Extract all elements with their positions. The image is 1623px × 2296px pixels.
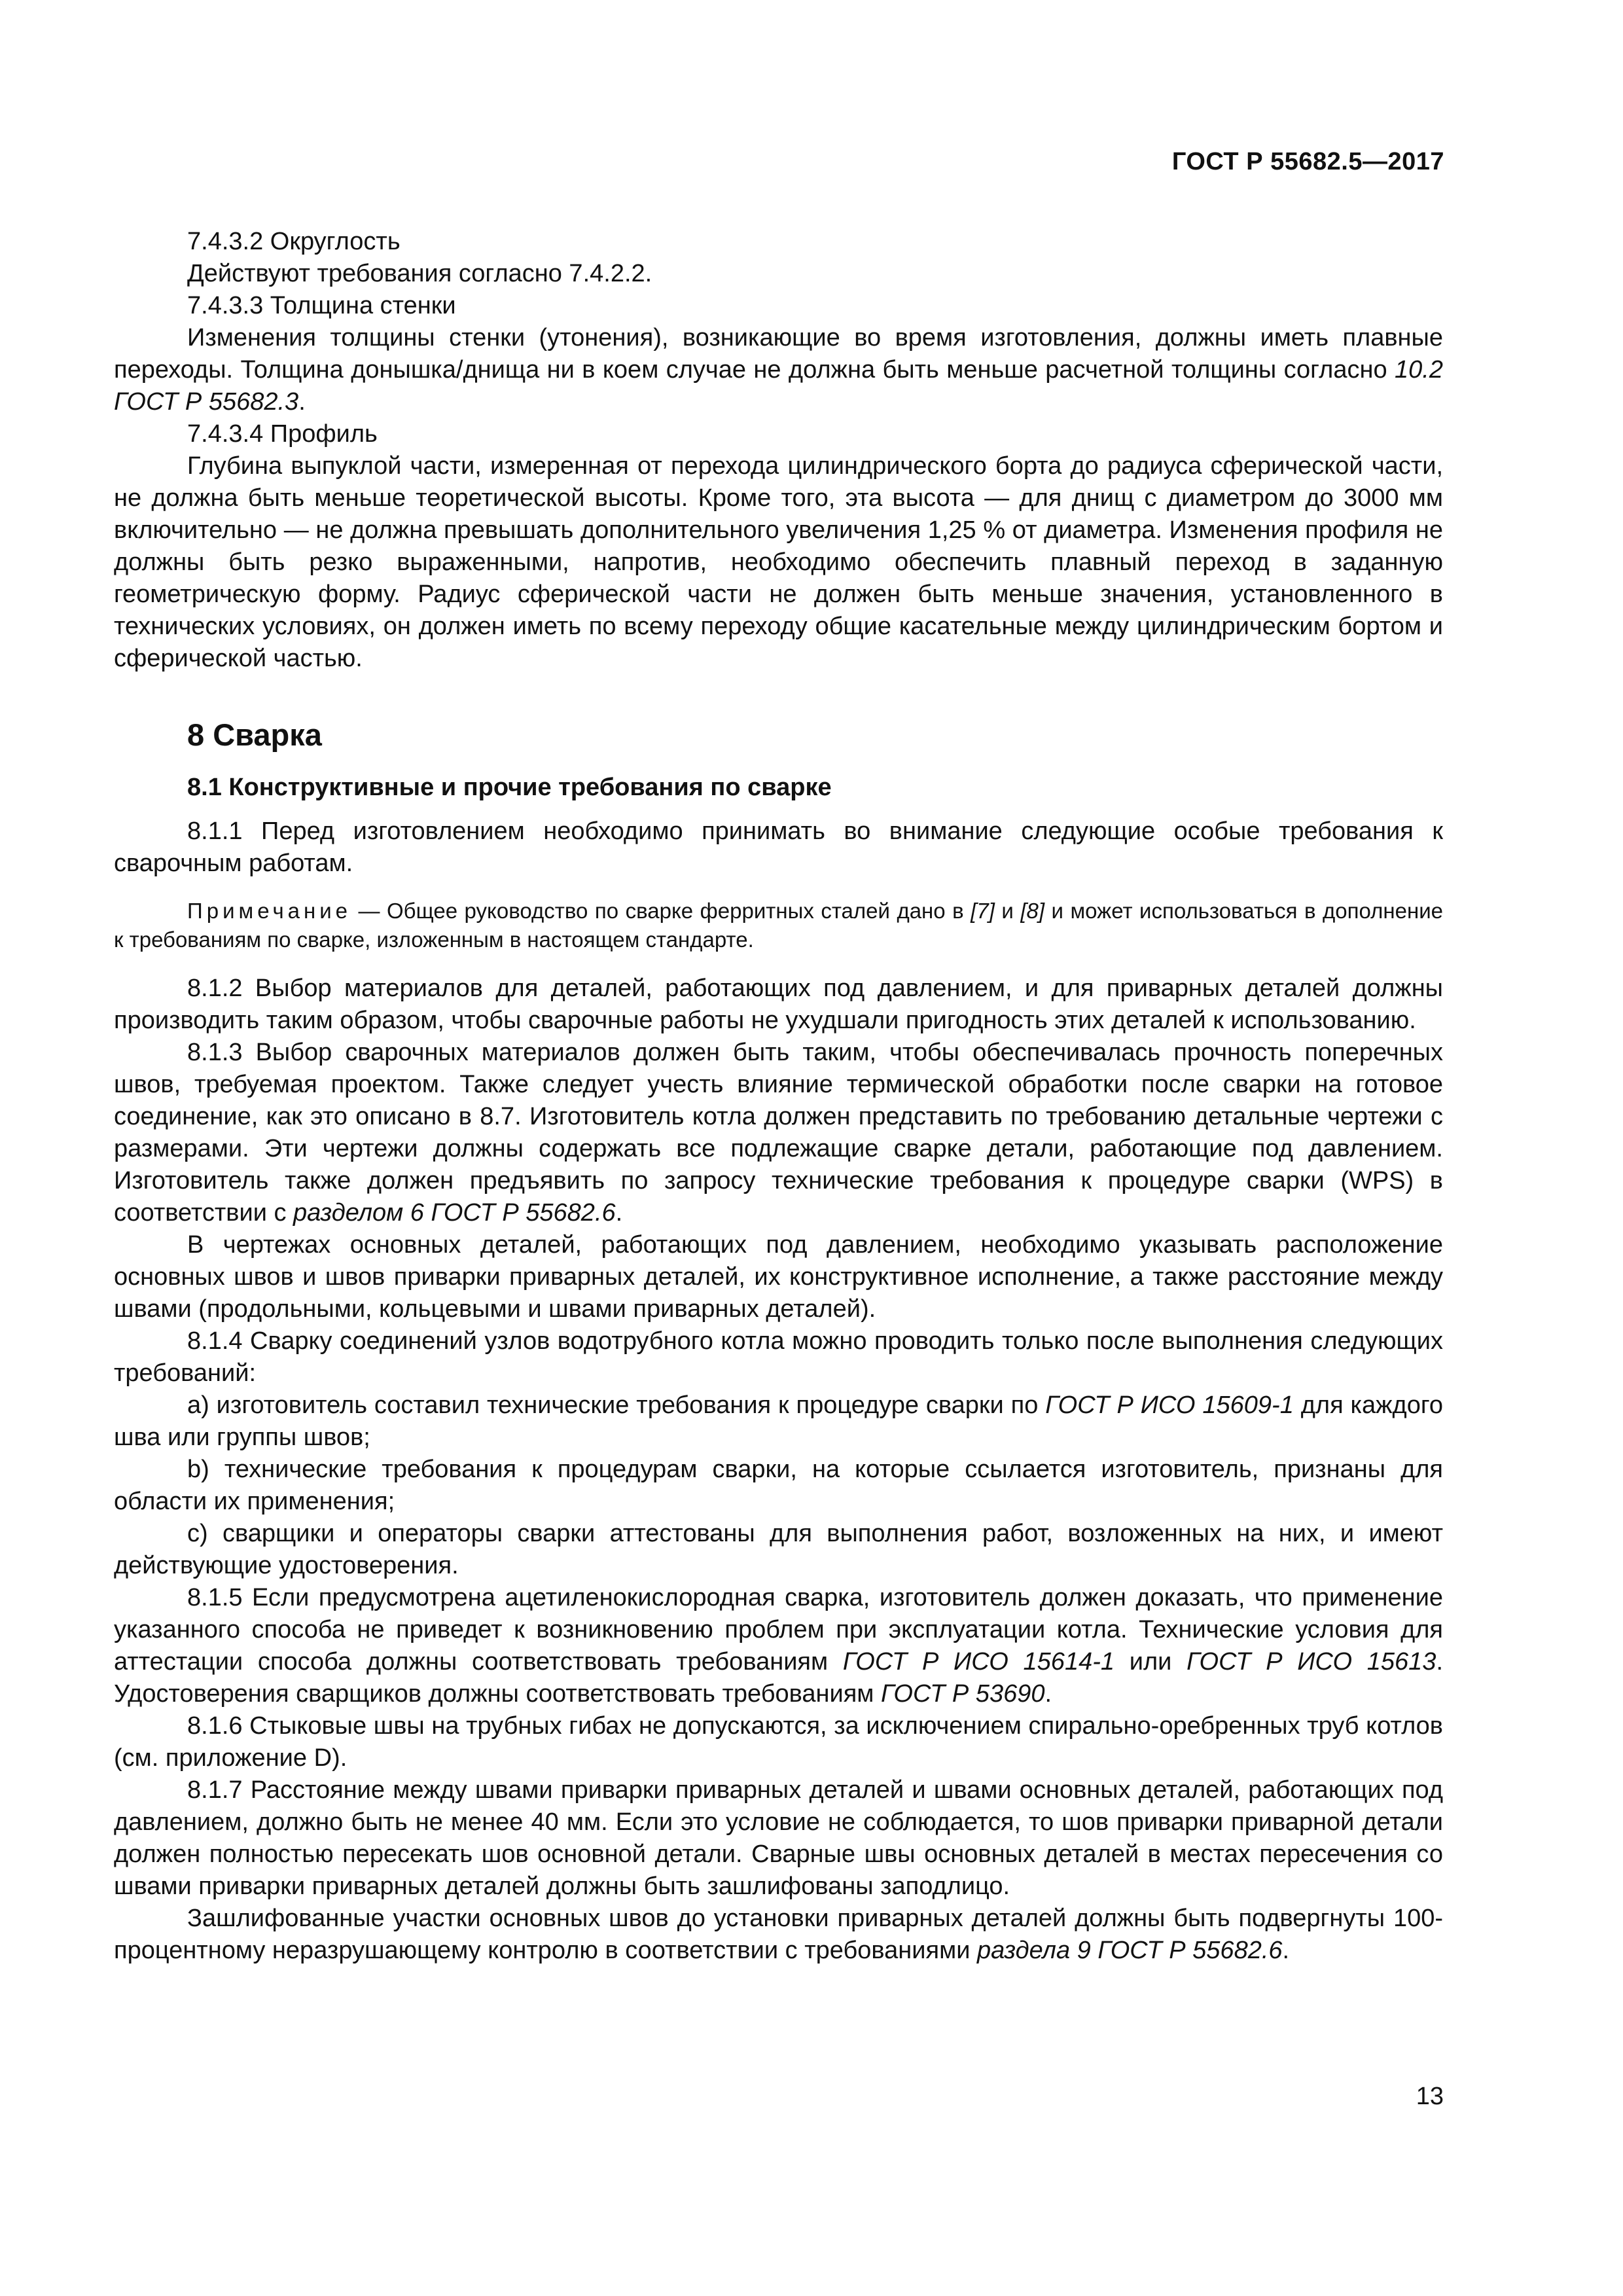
clause-7-4-3-3-body: Изменения толщины стенки (утонения), возникающие во время изготовления, должны иметь плавные переходы. Толщина донышка/днища ни в коем случае не должна быть меньше расчетной толщины согласно: [114, 324, 1443, 384]
clause-8-1-3-body: 8.1.3 Выбор сварочных материалов должен быть таким, чтобы обеспечивалась прочность поперечных швов, требуемая проектом. Также следует учесть влияние термической обработки после сварки на готовое соединение, как это описано в 8.7. Изготовитель котла должен представить по требованию детальные чертежи с размерами. Эти чертежи должны содержать все подлежащие сварке детали, работающие под давлением. Изготовитель также должен предъявить по запросу технические требования к процедуре сварки (WPS) в соответствии с: [114, 1039, 1443, 1227]
clause-7-4-3-3-reference: 10.2 ГОСТ Р 55682.3: [114, 356, 1443, 416]
clause-8-1-5-reference-1: ГОСТ Р ИСО 15614-1: [842, 1648, 1115, 1676]
ground-areas-body: Зашлифованные участки основных швов до установки приварных деталей должны быть подвергнуты 100-процентному неразрушающему контролю в соответствии с требованиями: [114, 1905, 1443, 1964]
clause-8-1-6: 8.1.6 Стыковые швы на трубных гибах не допускаются, за исключением спирально-оребренных труб котлов (см. приложение D).: [114, 1712, 1443, 1772]
note-text-3: и может использоваться в дополнение к требованиям по сварке, изложенным в настоящем стандарте.: [114, 899, 1443, 952]
clause-8-1-5-body-1: 8.1.5 Если предусмотрена ацетиленокислородная сварка, изготовитель должен доказать, что применение указанного способа не приведет к возникновению проблем при эксплуатации котла. Технические условия для аттестации способа должны соответствовать требованиям: [114, 1584, 1443, 1676]
document-body: [114, 226, 1443, 1967]
drawings-paragraph: В чертежах основных деталей, работающих под давлением, необходимо указывать расположение основных швов и швов приварки приварных деталей, их конструктивное исполнение, а также расстояние между швами (продольными, кольцевыми и швами приварных деталей).: [114, 1231, 1443, 1323]
page-number: 13: [1416, 2083, 1444, 2110]
note-reference-7: [7]: [971, 899, 995, 923]
list-item-c: с) сварщики и операторы сварки аттестованы для выполнения работ, возложенных на них, и имеют действующие удостоверения.: [114, 1520, 1443, 1579]
clause-7-4-3-3-text: [114, 322, 1443, 418]
clause-7-4-3-4-text: Глубина выпуклой части, измеренная от перехода цилиндрического борта до радиуса сферической части, не должна быть меньше теоретической высоты. Кроме того, эта высота — для днищ с диаметром до 3000 мм включительно — не должна превышать дополнительного увеличения 1,25 % от диаметра. Изменения профиля не должны быть резко выраженными, напротив, необходимо обеспечить плавный переход в заданную геометрическую форму. Радиус сферической части не должен быть меньше значения, установленного в технических условиях, он должен иметь по всему переходу общие касательные между цилиндрическим бортом и сферической частью.: [114, 452, 1443, 672]
clause-8-1-3-end: .: [615, 1199, 623, 1227]
clause-8-1-5-reference-3: ГОСТ Р 53690: [880, 1680, 1045, 1708]
clause-8-1-3-reference: разделом 6 ГОСТ Р 55682.6: [293, 1199, 616, 1227]
clause-8-1-5-body-3: . Удостоверения сварщиков должны соответствовать требованиям: [114, 1648, 1444, 1708]
clause-7-4-3-3-end: .: [298, 388, 306, 416]
clause-8-1-4: 8.1.4 Сварку соединений узлов водотрубного котла можно проводить только после выполнения следующих требований:: [114, 1327, 1443, 1387]
section-8-heading: 8 Сварка: [187, 717, 322, 752]
list-item-a-body: а) изготовитель составил технические требования к процедуре сварки по: [187, 1391, 1046, 1419]
clause-8-1-5-reference-2: ГОСТ Р ИСО 15613: [1186, 1648, 1436, 1676]
clause-8-1-1: 8.1.1 Перед изготовлением необходимо принимать во внимание следующие особые требования к сварочным работам.: [114, 817, 1443, 877]
clause-8-1-2: 8.1.2 Выбор материалов для деталей, работающих под давлением, и для приварных деталей должны производить таким образом, чтобы сварочные работы не ухудшали пригодность этих деталей к использованию.: [114, 975, 1443, 1034]
note-reference-8: [8]: [1020, 899, 1045, 923]
clause-8-1-7: 8.1.7 Расстояние между швами приварки приварных деталей и швами основных деталей, работающих под давлением, должно быть не менее 40 мм. Если это условие не соблюдается, то шов приварки приварной детали должен полностью пересекать шов основной детали. Сварные швы основных деталей в местах пересечения со швами приварки приварных деталей должны быть зашлифованы заподлицо.: [114, 1776, 1443, 1900]
subsection-8-1-heading: 8.1 Конструктивные и прочие требования по сварке: [187, 774, 832, 801]
clause-7-4-3-2-title: 7.4.3.2 Округлость: [187, 228, 401, 255]
note-label: Примечание: [187, 899, 352, 923]
ground-areas-end: .: [1282, 1937, 1290, 1964]
note-text-2: и: [994, 899, 1021, 923]
document-code-header: ГОСТ Р 55682.5—2017: [1171, 148, 1444, 175]
ground-areas-reference: раздела 9 ГОСТ Р 55682.6: [976, 1937, 1283, 1964]
list-item-b: b) технические требования к процедурам сварки, на которые ссылается изготовитель, признаны для области их применения;: [114, 1456, 1443, 1515]
clause-7-4-3-3-title: 7.4.3.3 Толщина стенки: [187, 292, 456, 319]
list-item-a: [114, 1390, 1443, 1454]
ground-areas-paragraph: [114, 1903, 1443, 1967]
note-text-1: — Общее руководство по сварке ферритных сталей дано в: [351, 899, 971, 923]
clause-8-1-3: [114, 1037, 1443, 1229]
list-item-a-reference: ГОСТ Р ИСО 15609-1: [1045, 1391, 1294, 1419]
list-item-a-end: для каждого шва или группы швов;: [114, 1391, 1444, 1451]
clause-7-4-3-2-text: Действуют требования согласно 7.4.2.2.: [187, 260, 652, 287]
clause-8-1-5: [114, 1582, 1443, 1710]
clause-8-1-5-body-2: или: [1115, 1648, 1187, 1676]
clause-8-1-5-end: .: [1044, 1680, 1052, 1708]
note-paragraph: [114, 897, 1443, 954]
clause-7-4-3-4-title: 7.4.3.4 Профиль: [187, 420, 378, 448]
